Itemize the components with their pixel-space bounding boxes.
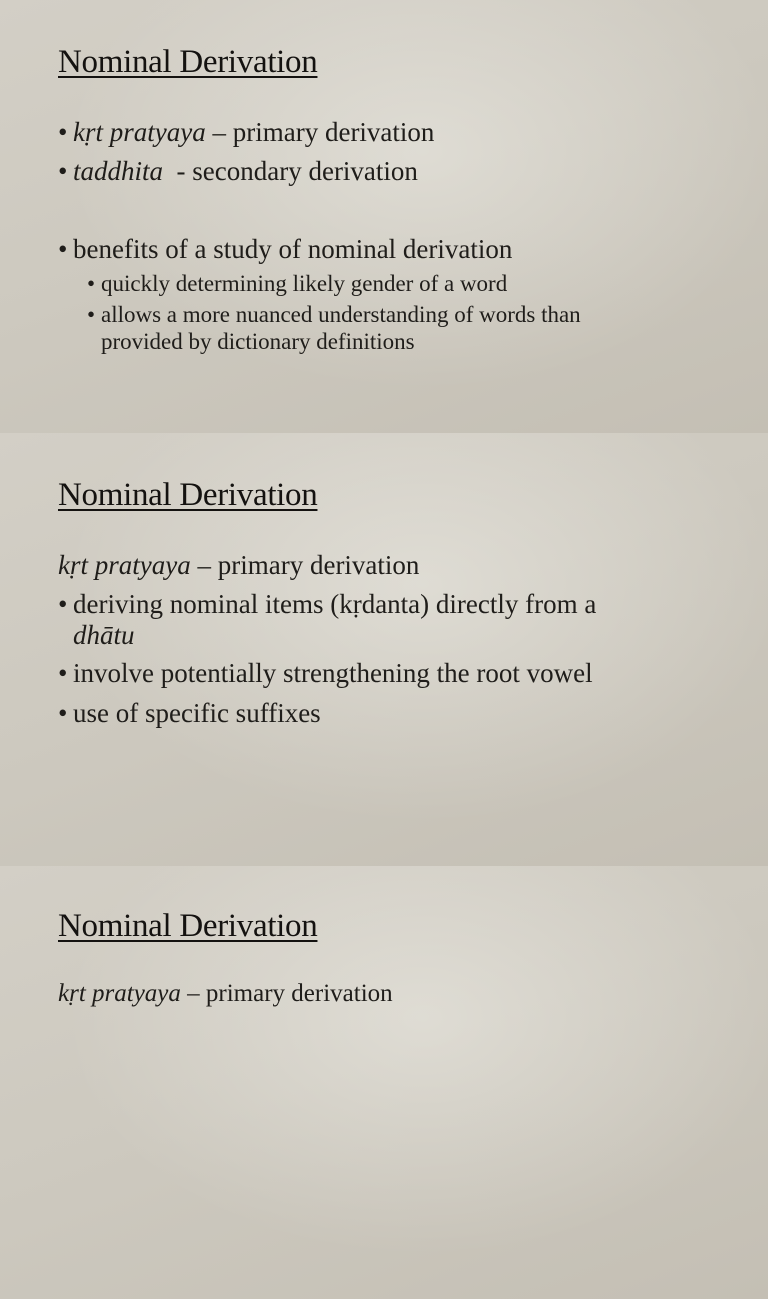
intro-term: kṛt pratyaya — [58, 980, 181, 1007]
intro-text: – primary derivation — [180, 980, 393, 1007]
sub-bullet-continuation: provided by dictionary definitions — [101, 329, 415, 354]
bullet-text: – primary derivation — [205, 117, 435, 147]
slide-1 — [0, 0, 768, 433]
intro-line — [58, 978, 393, 1010]
bullet-item: • deriving nominal items (kṛdanta) directly from a — [58, 588, 596, 620]
bullet-item: • use of specific suffixes — [58, 697, 321, 729]
intro-text: – primary derivation — [190, 550, 420, 580]
bullet-item — [58, 116, 434, 148]
sub-bullet-item: • quickly determining likely gender of a word — [87, 270, 507, 298]
bullet-term: taddhita — [73, 156, 164, 186]
bullet-text: benefits of a study of nominal derivation — [73, 234, 513, 264]
sub-bullet-item: • allows a more nuanced understanding of words than — [87, 301, 581, 329]
bullet-text: - secondary derivation — [163, 156, 418, 186]
bullet-item — [58, 233, 512, 265]
bullet-continuation: dhātu — [73, 620, 135, 650]
intro-line — [58, 549, 419, 581]
slide-title: Nominal Derivation — [58, 908, 318, 944]
slide-2 — [0, 433, 768, 866]
bullet-item: • involve potentially strengthening the root vowel — [58, 657, 593, 689]
intro-term: kṛt pratyaya — [58, 550, 191, 580]
slide-3 — [0, 866, 768, 1299]
slide-title: Nominal Derivation — [58, 477, 318, 513]
bullet-term: kṛt pratyaya — [73, 117, 206, 147]
slide-title: Nominal Derivation — [58, 44, 318, 80]
bullet-item — [58, 155, 418, 187]
